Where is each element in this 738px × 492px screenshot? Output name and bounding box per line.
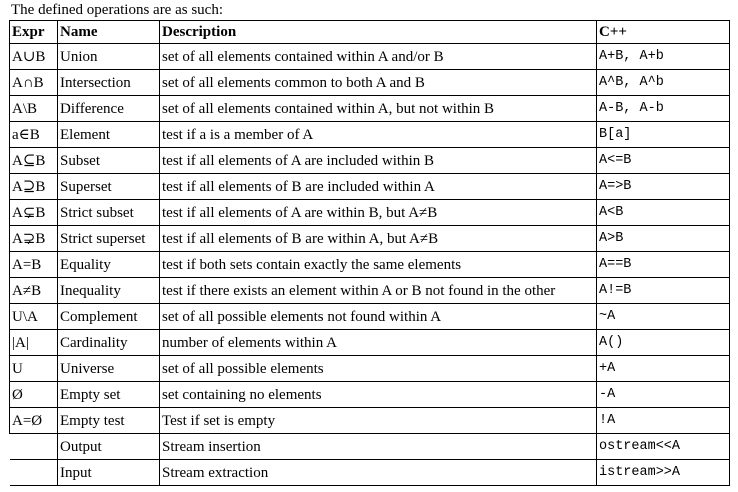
cell-cpp: A=>B xyxy=(597,174,730,200)
cell-expr: |A| xyxy=(10,330,58,356)
table-row xyxy=(10,434,730,460)
table-row xyxy=(10,174,730,200)
cell-expr xyxy=(10,434,58,460)
header-expr: Expr xyxy=(10,21,58,44)
cell-cpp: A>B xyxy=(597,226,730,252)
cell-description: test if all elements of B are included within A xyxy=(160,174,597,200)
cell-name: Input xyxy=(58,460,160,486)
cell-cpp: A==B xyxy=(597,252,730,278)
cell-expr: U xyxy=(10,356,58,382)
cell-description: test if a is a member of A xyxy=(160,122,597,148)
table-row xyxy=(10,148,730,174)
cell-expr: A∪B xyxy=(10,44,58,70)
table-row xyxy=(10,252,730,278)
cell-description: set of all elements common to both A and B xyxy=(160,70,597,96)
cell-name: Intersection xyxy=(58,70,160,96)
cell-description: test if there exists an element within A or B not found in the other xyxy=(160,278,597,304)
header-cpp: C++ xyxy=(597,21,730,44)
cell-name: Strict subset xyxy=(58,200,160,226)
header-row xyxy=(10,21,730,44)
cell-description: test if both sets contain exactly the same elements xyxy=(160,252,597,278)
cell-expr: A\B xyxy=(10,96,58,122)
cell-name: Empty set xyxy=(58,382,160,408)
table-row xyxy=(10,356,730,382)
cell-expr: A⊋B xyxy=(10,226,58,252)
cell-cpp: A^B, A^b xyxy=(597,70,730,96)
cell-expr: A=B xyxy=(10,252,58,278)
table-row xyxy=(10,408,730,434)
cell-expr: U\A xyxy=(10,304,58,330)
cell-expr: Ø xyxy=(10,382,58,408)
table-row xyxy=(10,330,730,356)
cell-name: Complement xyxy=(58,304,160,330)
table-row xyxy=(10,460,730,486)
cell-expr xyxy=(10,460,58,486)
cell-description: set containing no elements xyxy=(160,382,597,408)
cell-name: Strict superset xyxy=(58,226,160,252)
cell-name: Superset xyxy=(58,174,160,200)
cell-expr: A≠B xyxy=(10,278,58,304)
cell-description: Stream insertion xyxy=(160,434,597,460)
cell-cpp: A-B, A-b xyxy=(597,96,730,122)
table-row xyxy=(10,44,730,70)
table-row xyxy=(10,304,730,330)
cell-name: Difference xyxy=(58,96,160,122)
intro-text: The defined operations are as such: xyxy=(11,2,223,18)
cell-cpp: +A xyxy=(597,356,730,382)
cell-cpp: A() xyxy=(597,330,730,356)
cell-cpp: A<=B xyxy=(597,148,730,174)
cell-cpp: A+B, A+b xyxy=(597,44,730,70)
table-row xyxy=(10,70,730,96)
cell-name: Union xyxy=(58,44,160,70)
cell-description: set of all elements contained within A and/or B xyxy=(160,44,597,70)
cell-expr: A⊆B xyxy=(10,148,58,174)
cell-description: set of all possible elements xyxy=(160,356,597,382)
cell-description: set of all possible elements not found within A xyxy=(160,304,597,330)
table-row xyxy=(10,200,730,226)
cell-expr: a∈B xyxy=(10,122,58,148)
cell-cpp: A!=B xyxy=(597,278,730,304)
header-description: Description xyxy=(160,21,597,44)
cell-expr: A∩B xyxy=(10,70,58,96)
table-row xyxy=(10,122,730,148)
cell-name: Element xyxy=(58,122,160,148)
table-row xyxy=(10,226,730,252)
cell-cpp: ~A xyxy=(597,304,730,330)
cell-cpp: ostream<<A xyxy=(597,434,730,460)
cell-expr: A⊇B xyxy=(10,174,58,200)
cell-cpp: !A xyxy=(597,408,730,434)
cell-name: Subset xyxy=(58,148,160,174)
cell-name: Inequality xyxy=(58,278,160,304)
table-row xyxy=(10,382,730,408)
cell-description: test if all elements of A are within B, but A≠B xyxy=(160,200,597,226)
cell-description: test if all elements of A are included within B xyxy=(160,148,597,174)
cell-description: number of elements within A xyxy=(160,330,597,356)
cell-name: Cardinality xyxy=(58,330,160,356)
cell-description: Test if set is empty xyxy=(160,408,597,434)
table-row xyxy=(10,96,730,122)
cell-name: Output xyxy=(58,434,160,460)
cell-cpp: B[a] xyxy=(597,122,730,148)
cell-name: Empty test xyxy=(58,408,160,434)
cell-name: Equality xyxy=(58,252,160,278)
cell-expr: A⊊B xyxy=(10,200,58,226)
cell-cpp: A<B xyxy=(597,200,730,226)
operations-table xyxy=(9,20,730,486)
table-row xyxy=(10,278,730,304)
cell-description: set of all elements contained within A, but not within B xyxy=(160,96,597,122)
cell-cpp: -A xyxy=(597,382,730,408)
cell-name: Universe xyxy=(58,356,160,382)
cell-cpp: istream>>A xyxy=(597,460,730,486)
header-name: Name xyxy=(58,21,160,44)
cell-expr: A=Ø xyxy=(10,408,58,434)
cell-description: Stream extraction xyxy=(160,460,597,486)
cell-description: test if all elements of B are within A, but A≠B xyxy=(160,226,597,252)
